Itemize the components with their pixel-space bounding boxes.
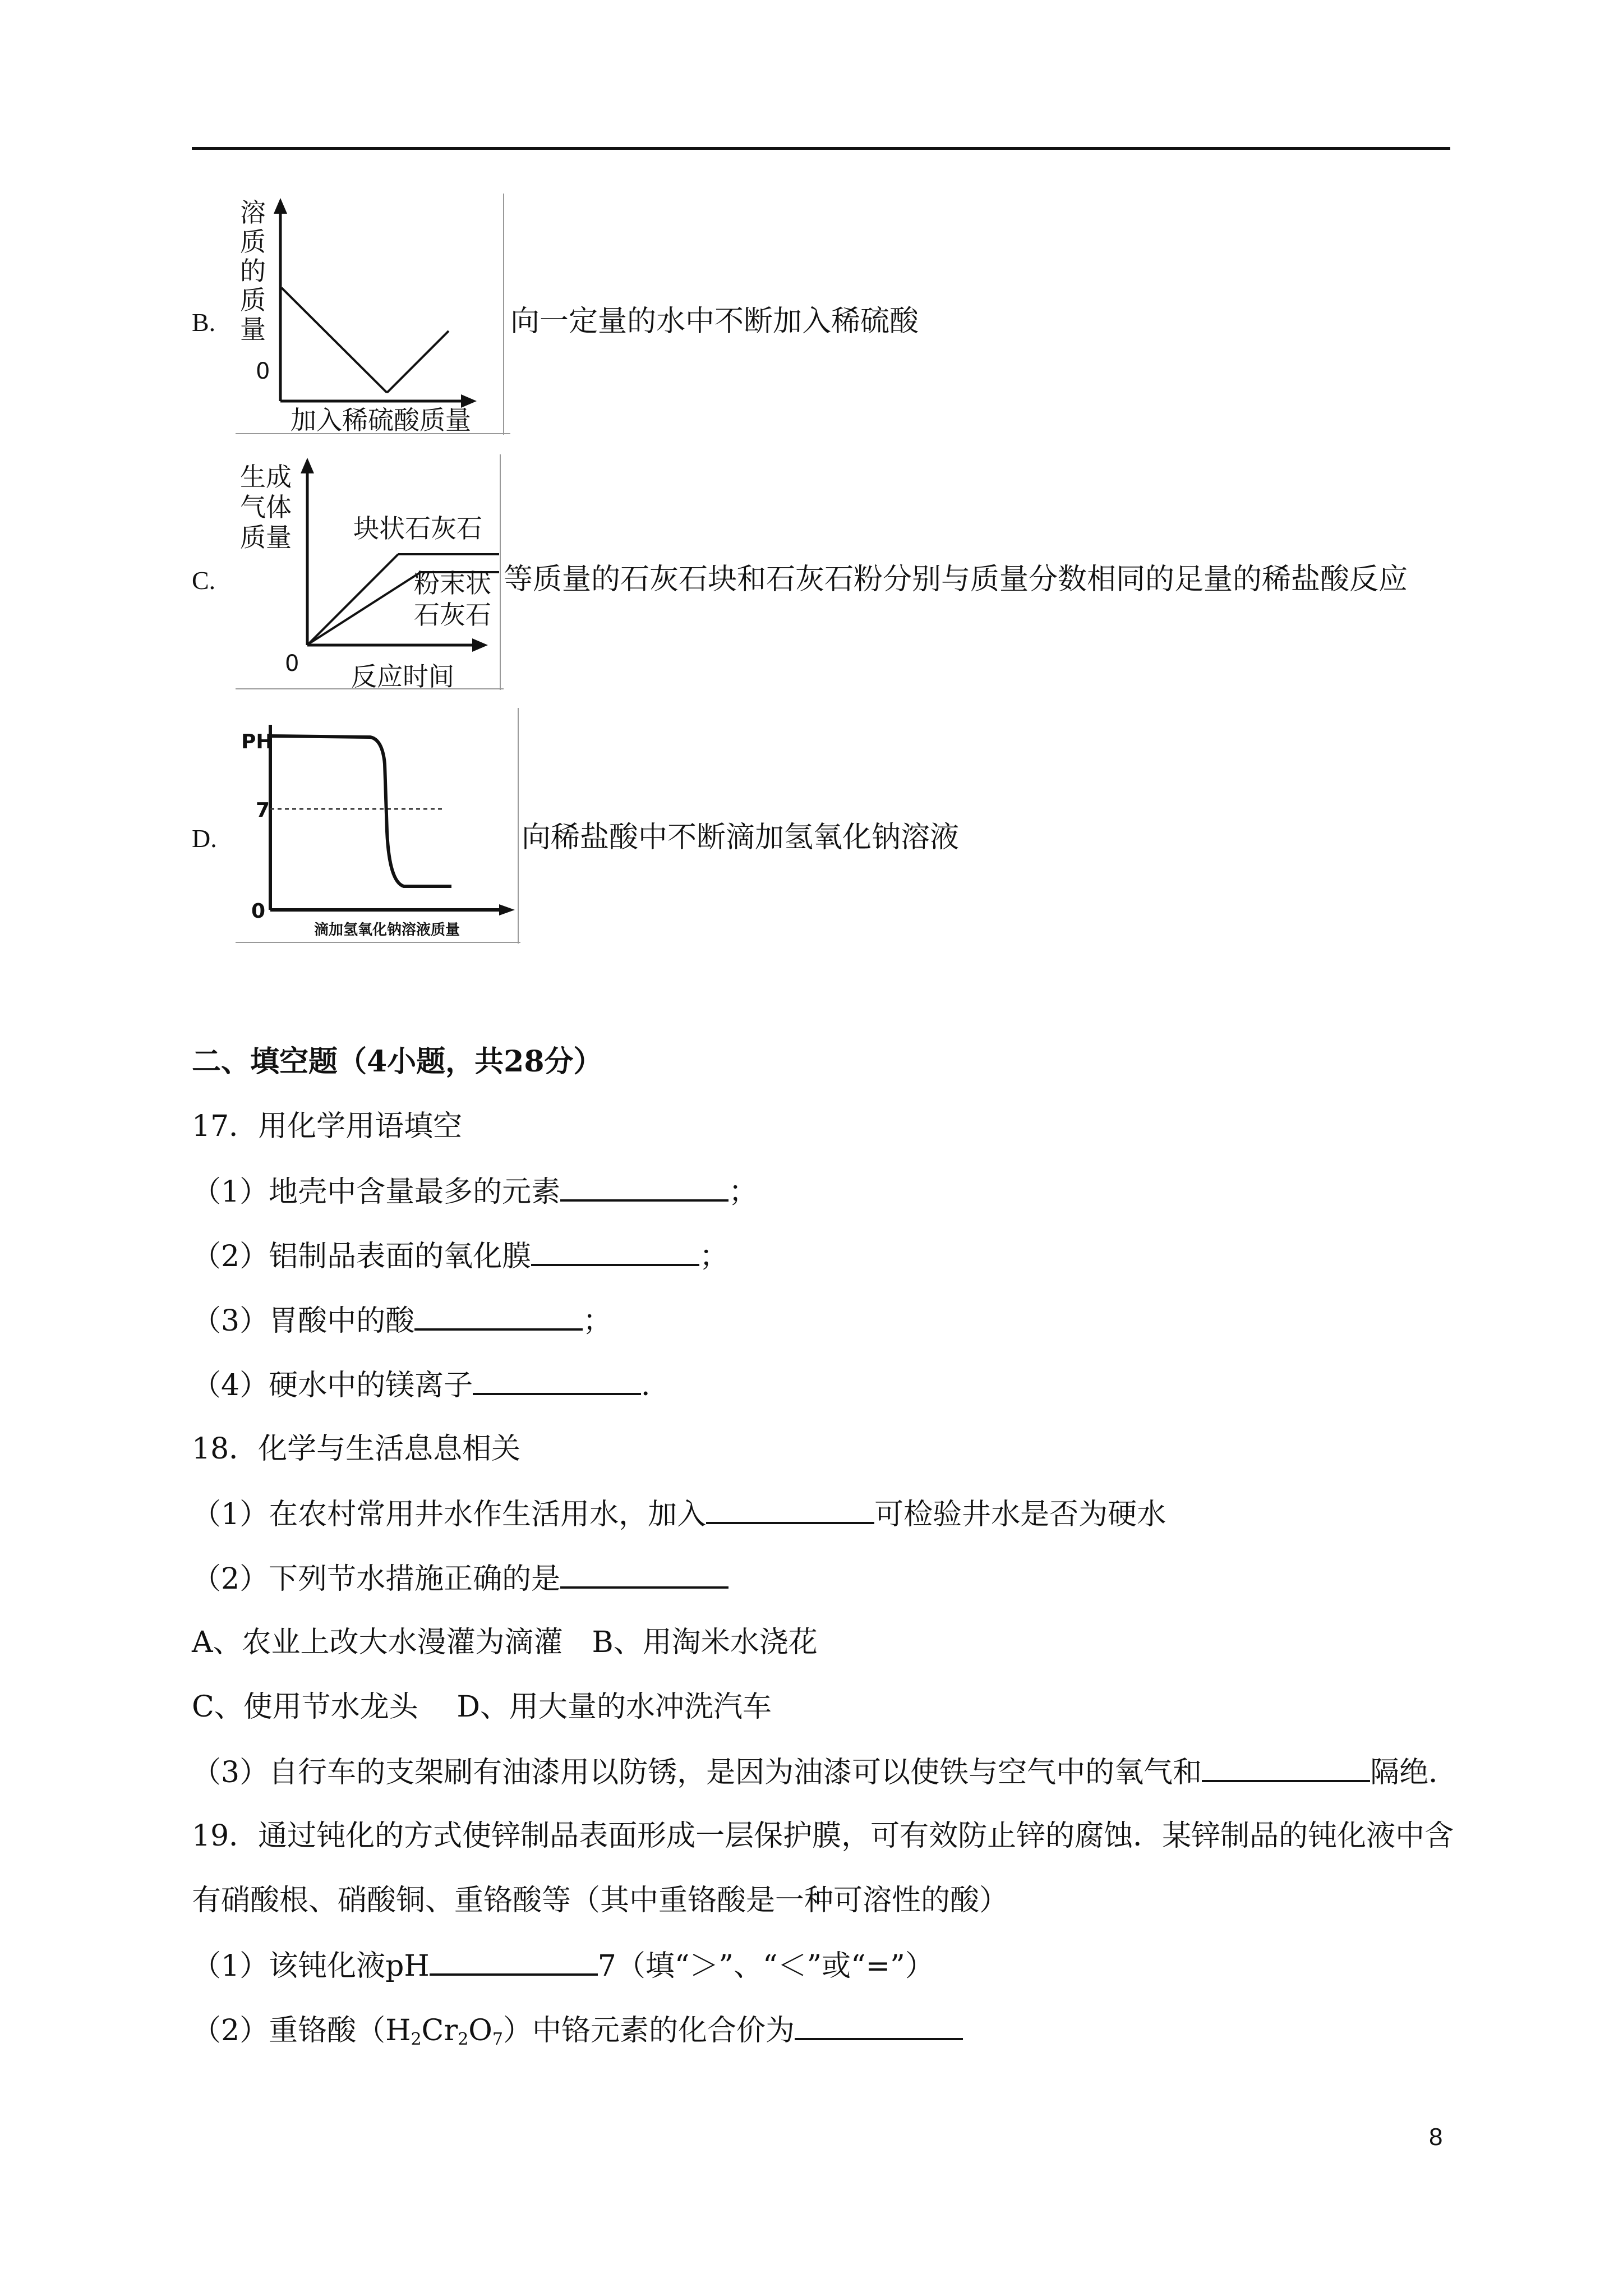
q19-line-1: 19．通过钝化的方式使锌制品表面形成一层保护膜，可有效防止锌的腐蚀．某锌制品的钝化液中含 — [192, 1819, 1454, 1853]
q17-blank-2[interactable] — [531, 1237, 699, 1266]
q17-blank-4[interactable] — [473, 1366, 641, 1395]
q19-blank-2[interactable] — [795, 2011, 963, 2040]
option-c-letter: C. — [192, 566, 216, 595]
q18-blank-1[interactable] — [706, 1495, 874, 1524]
graph-b-ylabel-3: 质 — [240, 285, 266, 315]
graph-d-xlabel: 滴加氢氧化钠溶液质量 — [314, 922, 460, 938]
option-b-letter: B. — [192, 308, 216, 337]
graph-c-xlabel: 反应时间 — [351, 661, 454, 690]
graph-d-origin: 0 — [251, 900, 266, 923]
q19-part-1: （1）该钝化液pH 7（填“＞”、“＜”或“=”） — [192, 1947, 934, 1985]
header-rule — [192, 147, 1450, 150]
graph-d-ylabel: PH — [241, 730, 273, 753]
page-number: 8 — [1429, 2123, 1443, 2151]
q17-blank-3[interactable] — [414, 1301, 583, 1331]
section-heading: 二、填空题（4小题，共28分） — [192, 1045, 603, 1079]
q19-part-2: （2）重铬酸$(H_2Cr_2O_7)$中铬元素的化合价为 — [192, 2011, 963, 2058]
graph-c-ylabel-0: 生成 — [240, 462, 292, 492]
q18-blank-2[interactable] — [560, 1559, 728, 1589]
graph-b-ylabel-0: 溶 — [240, 197, 266, 228]
graph-c-ylabel-2: 质量 — [240, 522, 292, 553]
graph-c-line1-label: 块状石灰石 — [353, 513, 482, 544]
graph-c-ylabel-1: 气体 — [240, 492, 292, 522]
q19-line-2: 有硝酸根、硝酸铜、重铬酸等（其中重铬酸是一种可溶性的酸） — [192, 1884, 1009, 1917]
q18-options-ab: A、农业上改大水漫灌为滴灌 B、用淘米水浇花 — [192, 1626, 818, 1659]
q18-title: 18．化学与生活息息相关 — [192, 1432, 521, 1466]
q17-item-3: （3）胃酸中的酸 ； — [192, 1301, 612, 1340]
q18-part-3: （3）自行车的支架刷有油漆用以防锈，是因为油漆可以使铁与空气中的氧气和 隔绝． — [192, 1753, 1458, 1791]
option-d-letter: D. — [192, 824, 217, 853]
q18-options-cd: C、使用节水龙头 D、用大量的水冲洗汽车 — [192, 1690, 772, 1724]
graph-c — [236, 454, 504, 690]
option-d-description: 向稀盐酸中不断滴加氢氧化钠溶液 — [522, 821, 960, 854]
graph-c-origin: 0 — [285, 651, 299, 677]
q19-blank-1[interactable] — [430, 1947, 598, 1976]
graph-d-seven: 7 — [256, 799, 270, 822]
graph-c-line2-label-b: 石灰石 — [414, 600, 491, 630]
q17-item-4: （4）硬水中的镁离子 ． — [192, 1366, 670, 1404]
option-c-description: 等质量的石灰石块和石灰石粉分别与质量分数相同的足量的稀盐酸反应 — [504, 563, 1408, 596]
graph-b-xlabel: 加入稀硫酸质量 — [291, 405, 471, 435]
q18-part-1: （1）在农村常用井水作生活用水，加入 可检验井水是否为硬水 — [192, 1495, 1166, 1533]
graph-b-ylabel-2: 的 — [240, 256, 266, 286]
q18-part-2: （2）下列节水措施正确的是 — [192, 1559, 728, 1598]
graph-b-origin: 0 — [256, 358, 270, 384]
q17-title: 17．用化学用语填空 — [192, 1110, 463, 1143]
q17-item-1: （1）地壳中含量最多的元素 ； — [192, 1172, 758, 1211]
graph-b — [236, 194, 510, 435]
q18-blank-3[interactable] — [1202, 1753, 1370, 1782]
q17-item-2: （2）铝制品表面的氧化膜 ； — [192, 1237, 728, 1275]
graph-b-ylabel-1: 质 — [240, 227, 266, 257]
q17-blank-1[interactable] — [560, 1172, 728, 1202]
graph-b-ylabel-4: 量 — [240, 314, 266, 344]
option-b-description: 向一定量的水中不断加入稀硫酸 — [510, 305, 919, 338]
graph-c-line2-label-a: 粉末状 — [414, 568, 491, 599]
graph-d — [236, 708, 520, 944]
